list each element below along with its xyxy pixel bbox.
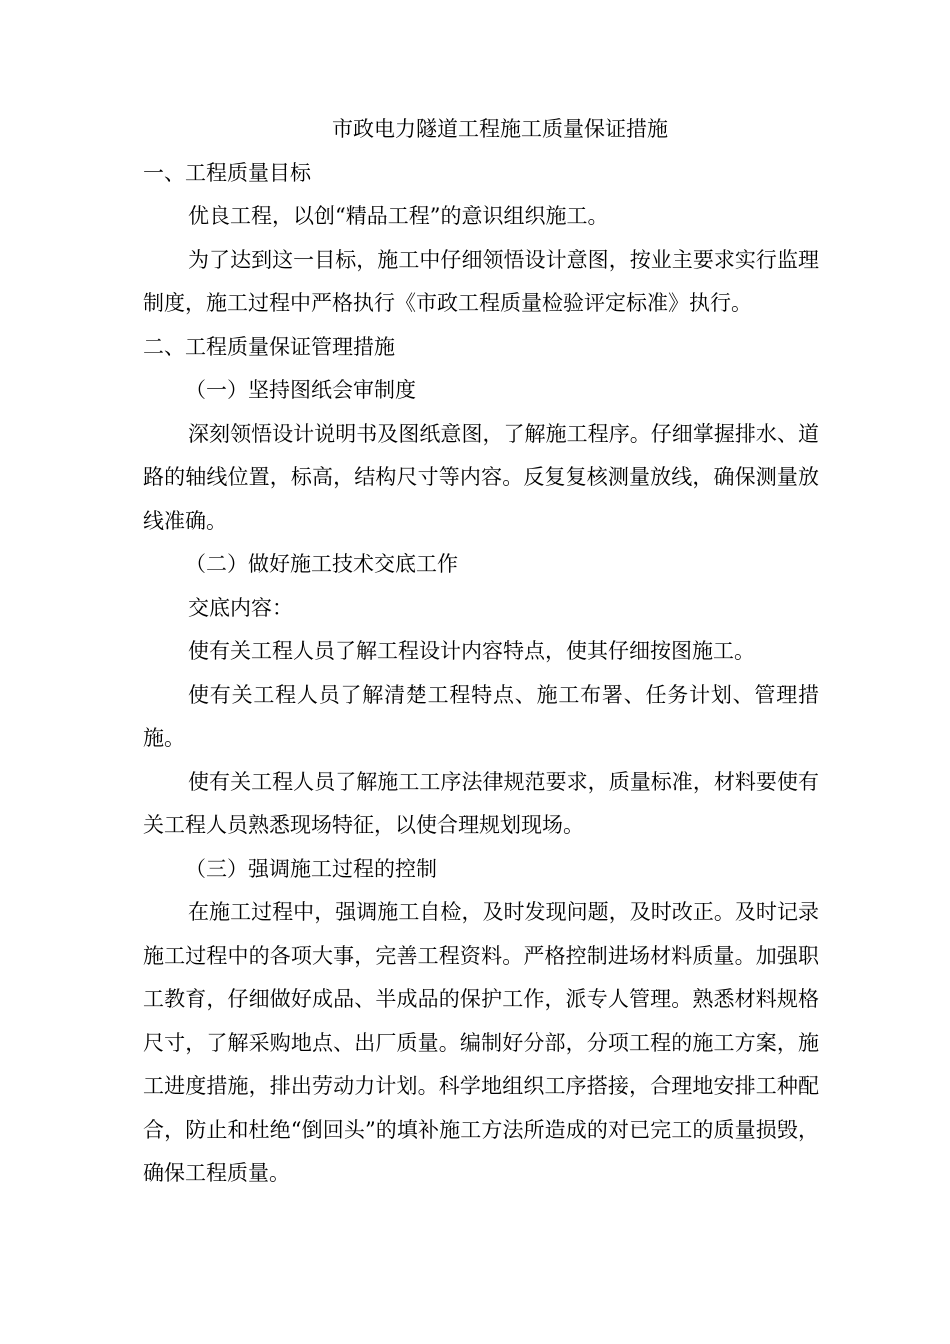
paragraph: 使有关工程人员了解清楚工程特点、施工布署、任务计划、管理措施。 (143, 682, 819, 750)
paragraph: 为了达到这一目标，施工中仔细领悟设计意图，按业主要求实行监理制度，施工过程中严格执行《市政工程质量检验评定标准》执行。 (143, 247, 819, 315)
paragraph: 使有关工程人员了解工程设计内容特点，使其仔细按图施工。 (188, 639, 755, 663)
paragraph: 使有关工程人员了解施工工序法律规范要求，质量标准，材料要使有关工程人员熟悉现场特征，以使合理规划现场。 (143, 769, 819, 837)
document-body (143, 108, 819, 1196)
subsection-heading-technical-briefing: （二）做好施工技术交底工作 (185, 552, 458, 576)
section-heading-quality-goal: 一、工程质量目标 (143, 160, 311, 185)
subsection-heading-process-control: （三）强调施工过程的控制 (185, 856, 437, 881)
document-title: 市政电力隧道工程施工质量保证措施 (332, 117, 668, 141)
subsection-heading-drawing-review: （一）坚持图纸会审制度 (185, 378, 416, 402)
paragraph: 优良工程，以创“精品工程”的意识组织施工。 (188, 204, 609, 228)
paragraph: 在施工过程中，强调施工自检，及时发现问题，及时改正。及时记录施工过程中的各项大事，完善工程资料。严格控制进场材料质量。加强职工教育，仔细做好成品、半成品的保护工作，派专人管理。熟悉材料规格尺寸，了解采购地点、出厂质量。编制好分部，分项工程的施工方案，施工进度措施，排出劳动力计划。科学地组织工序搭接，合理地安排工种配合，防止和杜绝“倒回头”的填补施工方法所造成的对已完工的质量损毁，确保工程质量。 (143, 900, 819, 1185)
paragraph: 交底内容： (188, 595, 293, 620)
paragraph: 深刻领悟设计说明书及图纸意图，了解施工程序。仔细掌握排水、道路的轴线位置，标高，结构尺寸等内容。反复复核测量放线，确保测量放线准确。 (143, 421, 819, 533)
section-heading-quality-management: 二、工程质量保证管理措施 (143, 334, 395, 359)
